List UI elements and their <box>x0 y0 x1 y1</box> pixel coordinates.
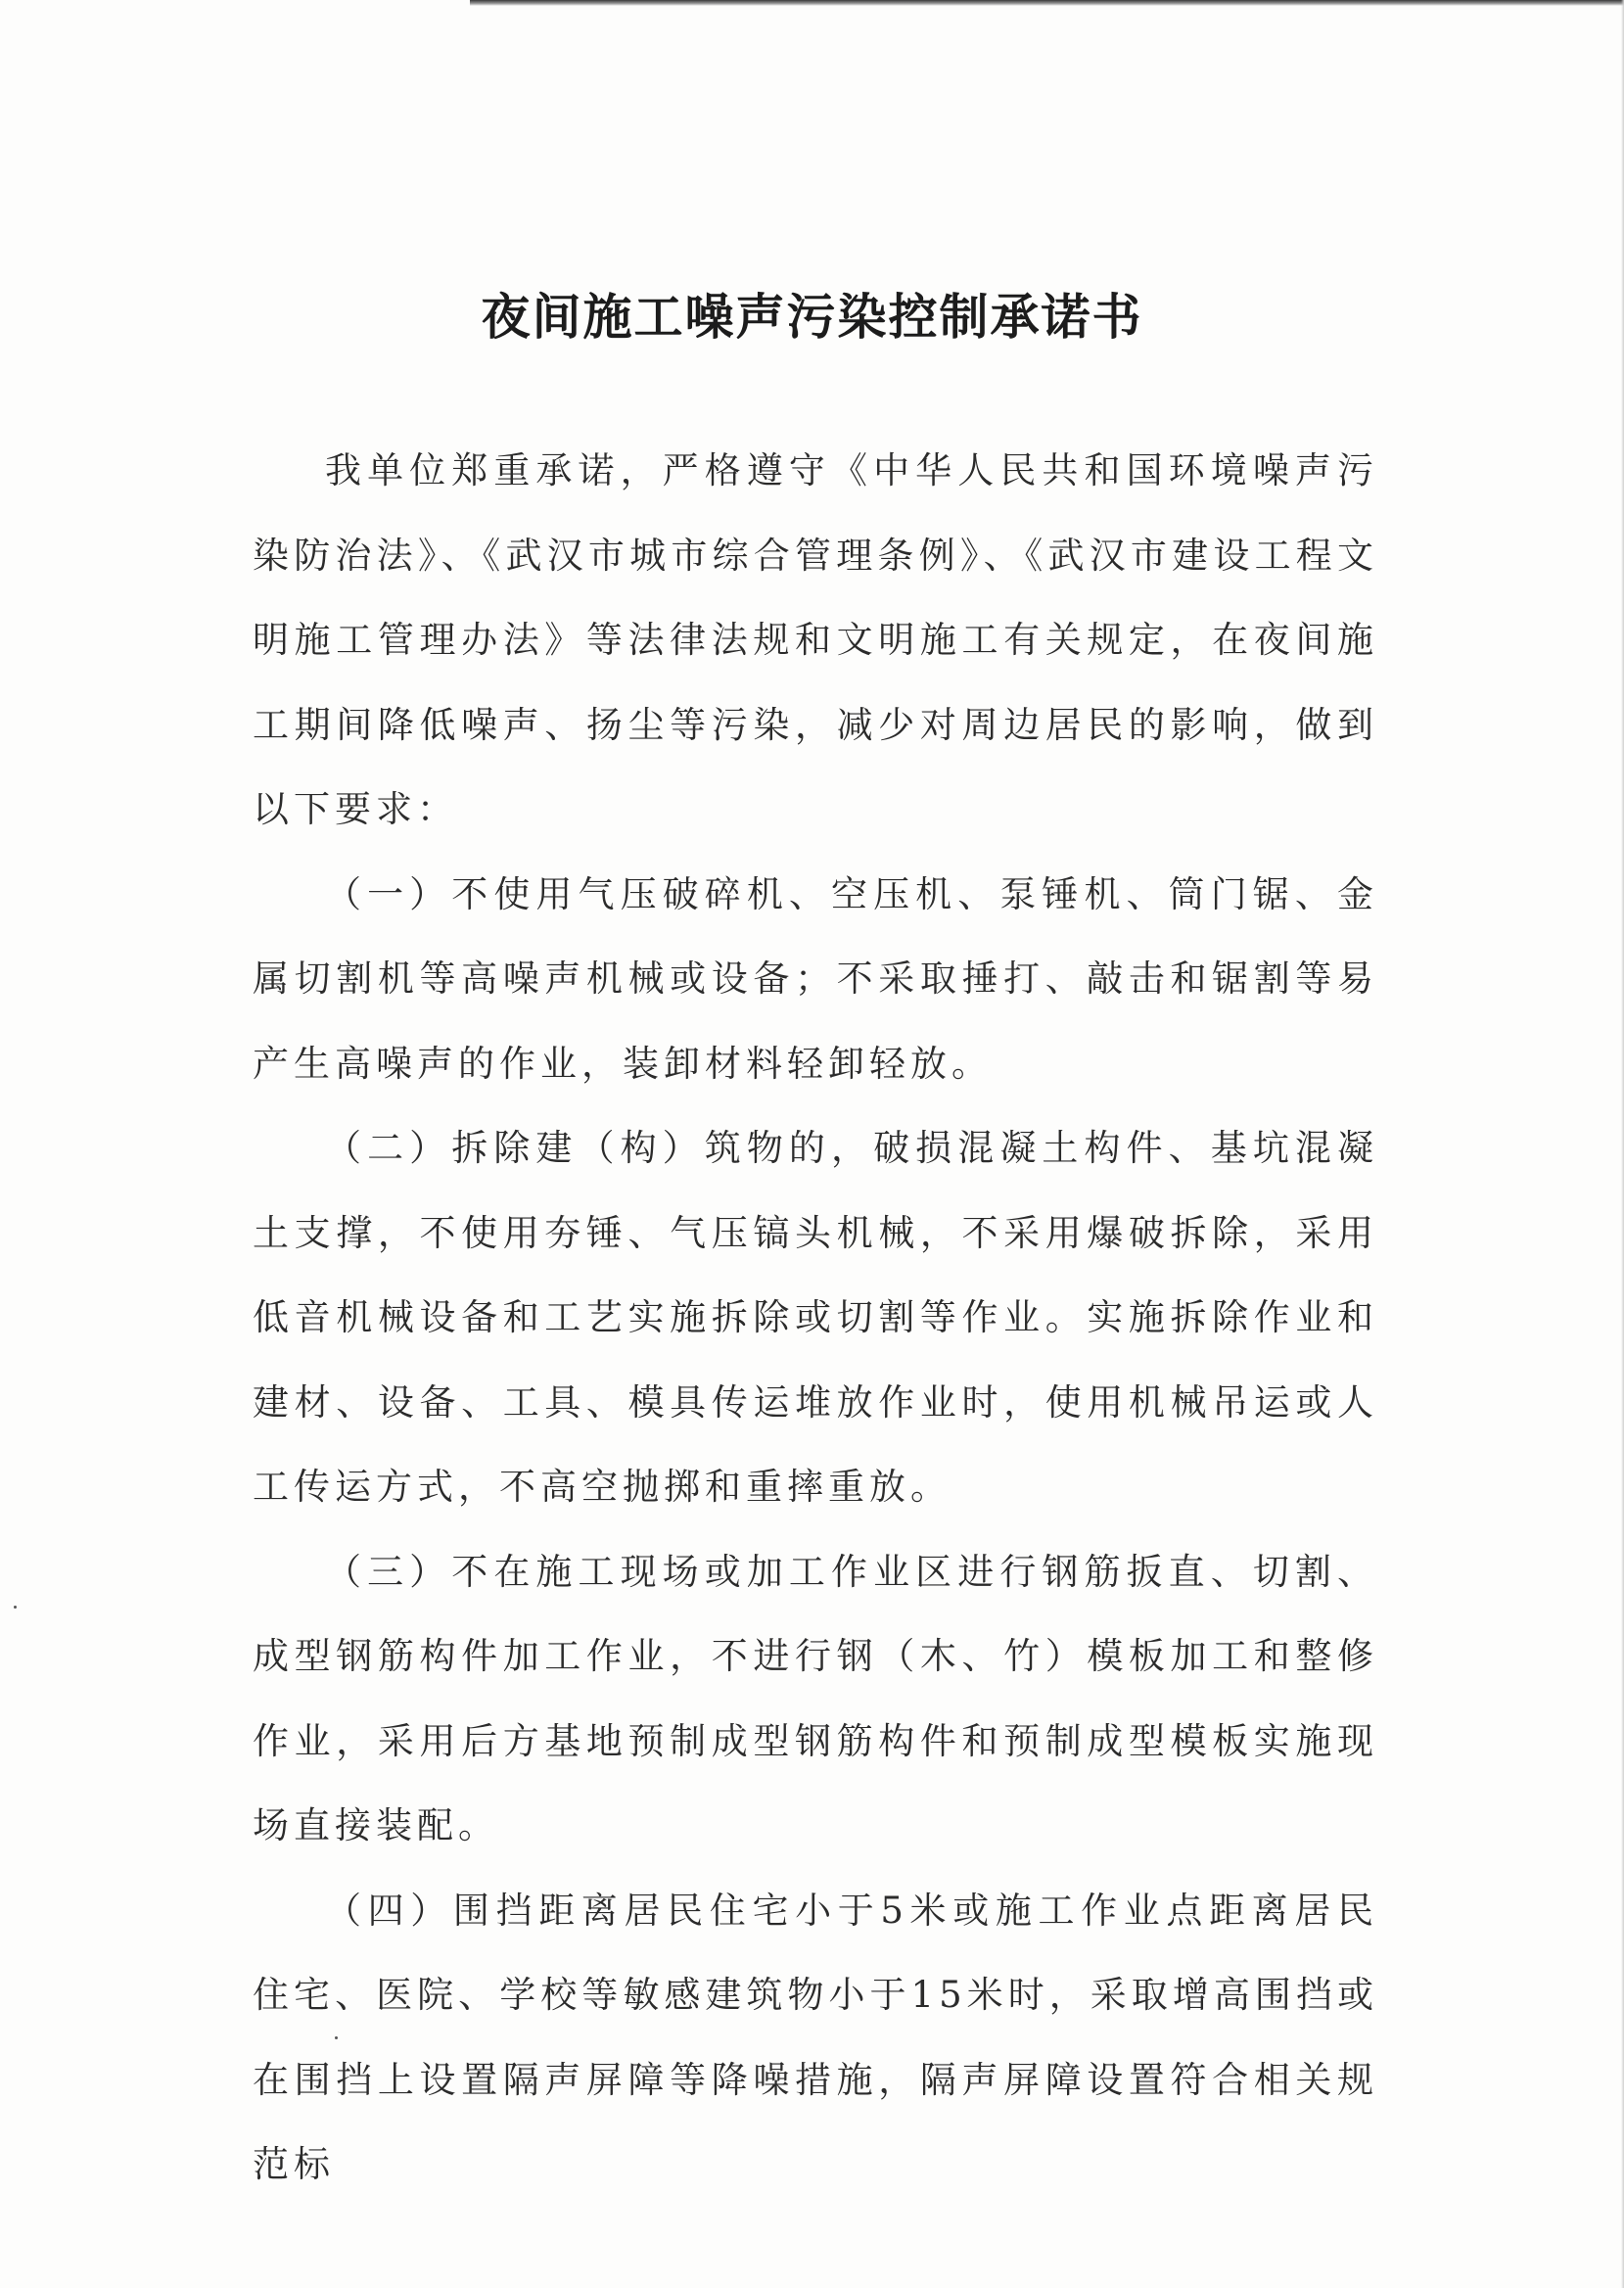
scan-speck <box>335 2036 338 2039</box>
scan-edge-shadow <box>470 0 1624 6</box>
document-body <box>253 429 1378 2208</box>
paragraph-intro: 我单位郑重承诺，严格遵守《中华人民共和国环境噪声污染防治法》、《武汉市城市综合管理条例》、《武汉市建设工程文明施工管理办法》等法律法规和文明施工有关规定，在夜间施工期间降低噪声、扬尘等污染，减少对周边居民的影响，做到以下要求： <box>253 449 1378 830</box>
paragraph-item-4: （四）围挡距离居民住宅小于5米或施工作业点距离居民住宅、医院、学校等敏感建筑物小于15米时，采取增高围挡或在围挡上设置隔声屏障等降噪措施，隔声屏障设置符合相关规范标 <box>253 1889 1378 2185</box>
paragraph-item-1: （一）不使用气压破碎机、空压机、泵锤机、筒门锯、金属切割机等高噪声机械或设备；不采取捶打、敲击和锯割等易产生高噪声的作业，装卸材料轻卸轻放。 <box>253 872 1378 1085</box>
scan-speck <box>14 1606 17 1609</box>
paragraph-item-3: （三）不在施工现场或加工作业区进行钢筋扳直、切割、成型钢筋构件加工作业，不进行钢（木、竹）模板加工和整修作业，采用后方基地预制成型钢筋构件和预制成型模板实施现场直接装配。 <box>253 1550 1378 1846</box>
document-title: 夜间施工噪声污染控制承诺书 <box>481 289 1143 346</box>
paragraph-item-2: （二）拆除建（构）筑物的，破损混凝土构件、基坑混凝土支撑，不使用夯锤、气压镐头机械，不采用爆破拆除，采用低音机械设备和工艺实施拆除或切割等作业。实施拆除作业和建材、设备、工具、模具传运堆放作业时，使用机械吊运或人工传运方式，不高空抛掷和重摔重放。 <box>253 1127 1378 1508</box>
